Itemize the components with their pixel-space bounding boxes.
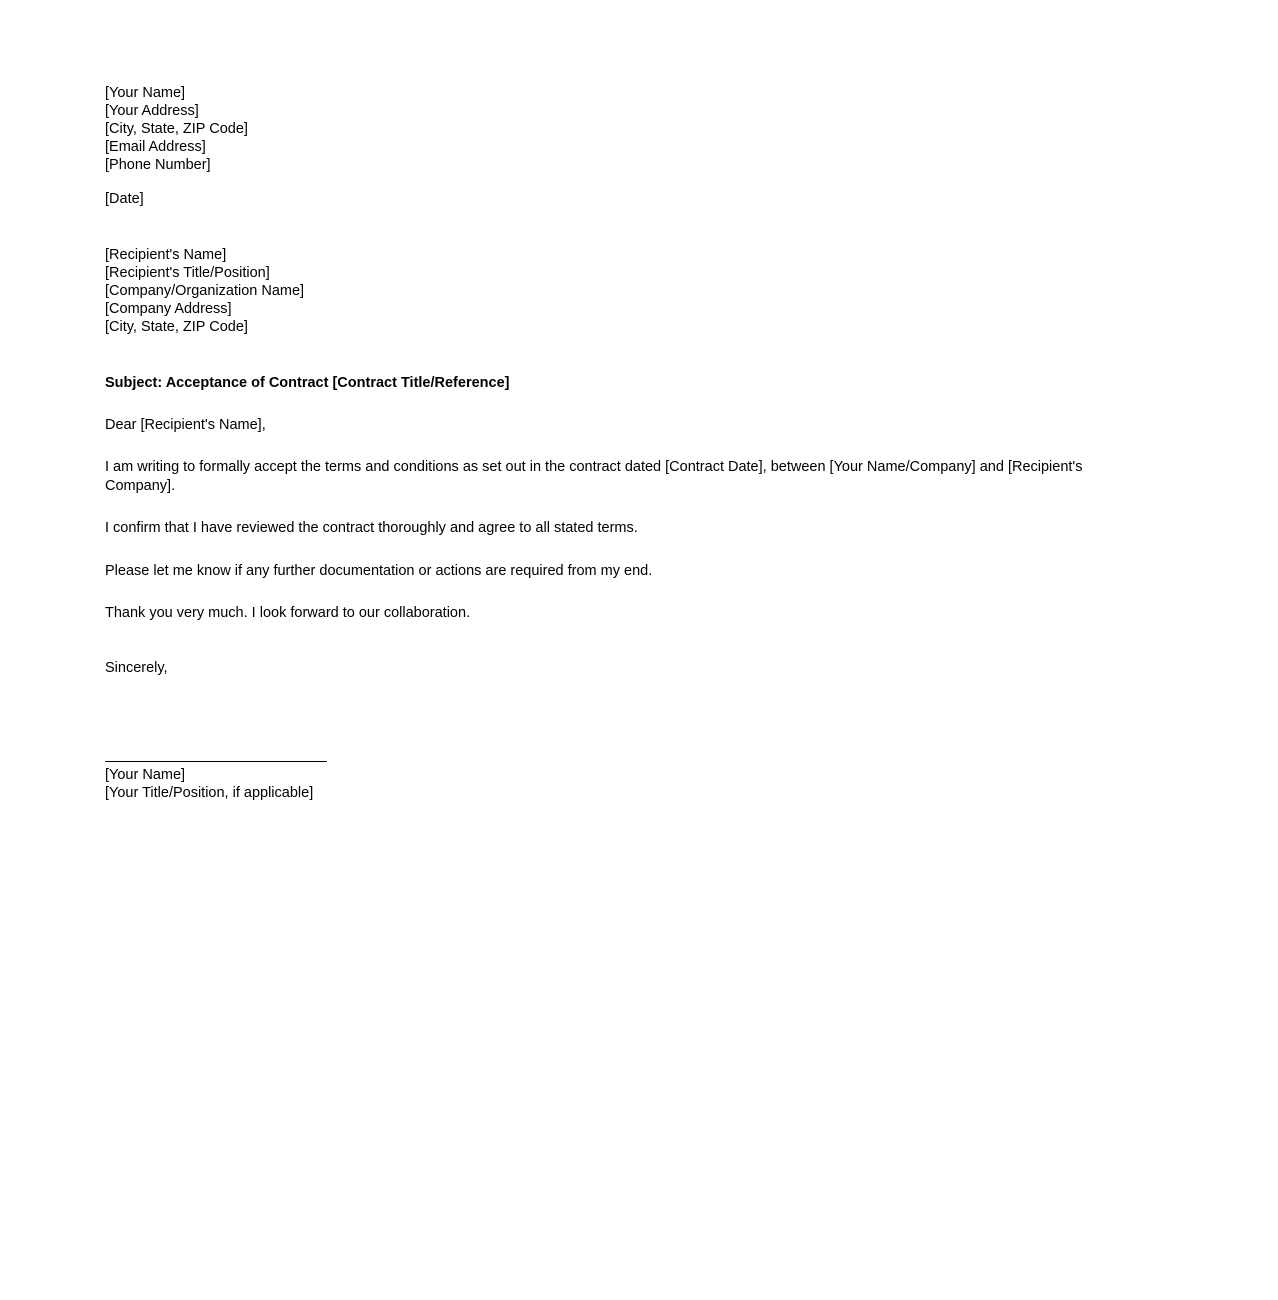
salutation-line: Dear [Recipient's Name], bbox=[105, 417, 266, 433]
spacer-paragraph-2 bbox=[105, 538, 1100, 562]
spacer-after-date bbox=[105, 208, 1100, 246]
date-block bbox=[105, 190, 1100, 208]
signature-name: [Your Name] bbox=[105, 766, 186, 783]
recipient-company: [Company/Organization Name] bbox=[105, 283, 305, 299]
signature-block bbox=[105, 766, 1100, 802]
body-paragraph-2: I confirm that I have reviewed the contract thoroughly and agree to all stated terms. bbox=[105, 520, 638, 536]
body-paragraph-1: I am writing to formally accept the terms and conditions as set out in the contract dated [Contract Date], between [Your Name/Company] and [Recipient's Company]. bbox=[105, 459, 1083, 494]
sender-city-state-zip: [City, State, ZIP Code] bbox=[105, 121, 248, 137]
spacer-paragraph-3 bbox=[105, 580, 1100, 604]
subject-line: Subject: Acceptance of Contract [Contract Title/Reference] bbox=[105, 375, 510, 391]
signature-line-rule bbox=[105, 761, 327, 762]
recipient-address-block bbox=[105, 246, 1100, 336]
spacer-before-closing bbox=[105, 623, 1100, 659]
recipient-city-state-zip: [City, State, ZIP Code] bbox=[105, 319, 248, 335]
recipient-title: [Recipient's Title/Position] bbox=[105, 265, 270, 281]
sender-name: [Your Name] bbox=[105, 85, 186, 101]
sender-phone: [Phone Number] bbox=[105, 157, 211, 173]
spacer-before-subject bbox=[105, 336, 1100, 374]
spacer-paragraph-1 bbox=[105, 495, 1100, 519]
sender-address: [Your Address] bbox=[105, 103, 199, 119]
body-paragraph-4: Thank you very much. I look forward to our collaboration. bbox=[105, 605, 471, 621]
letter-date: [Date] bbox=[105, 191, 144, 207]
closing-line: Sincerely, bbox=[105, 659, 168, 676]
spacer-after-salutation bbox=[105, 434, 1100, 458]
spacer-after-subject bbox=[105, 392, 1100, 416]
sender-address-block bbox=[105, 84, 1100, 174]
body-paragraph-3: Please let me know if any further documentation or actions are required from my end. bbox=[105, 562, 653, 579]
recipient-company-address: [Company Address] bbox=[105, 301, 232, 317]
recipient-name: [Recipient's Name] bbox=[105, 247, 227, 263]
signature-title: [Your Title/Position, if applicable] bbox=[105, 784, 314, 801]
signature-space bbox=[105, 677, 1100, 761]
spacer-after-sender bbox=[105, 174, 1100, 190]
letter-document bbox=[105, 84, 1100, 802]
sender-email: [Email Address] bbox=[105, 139, 206, 155]
